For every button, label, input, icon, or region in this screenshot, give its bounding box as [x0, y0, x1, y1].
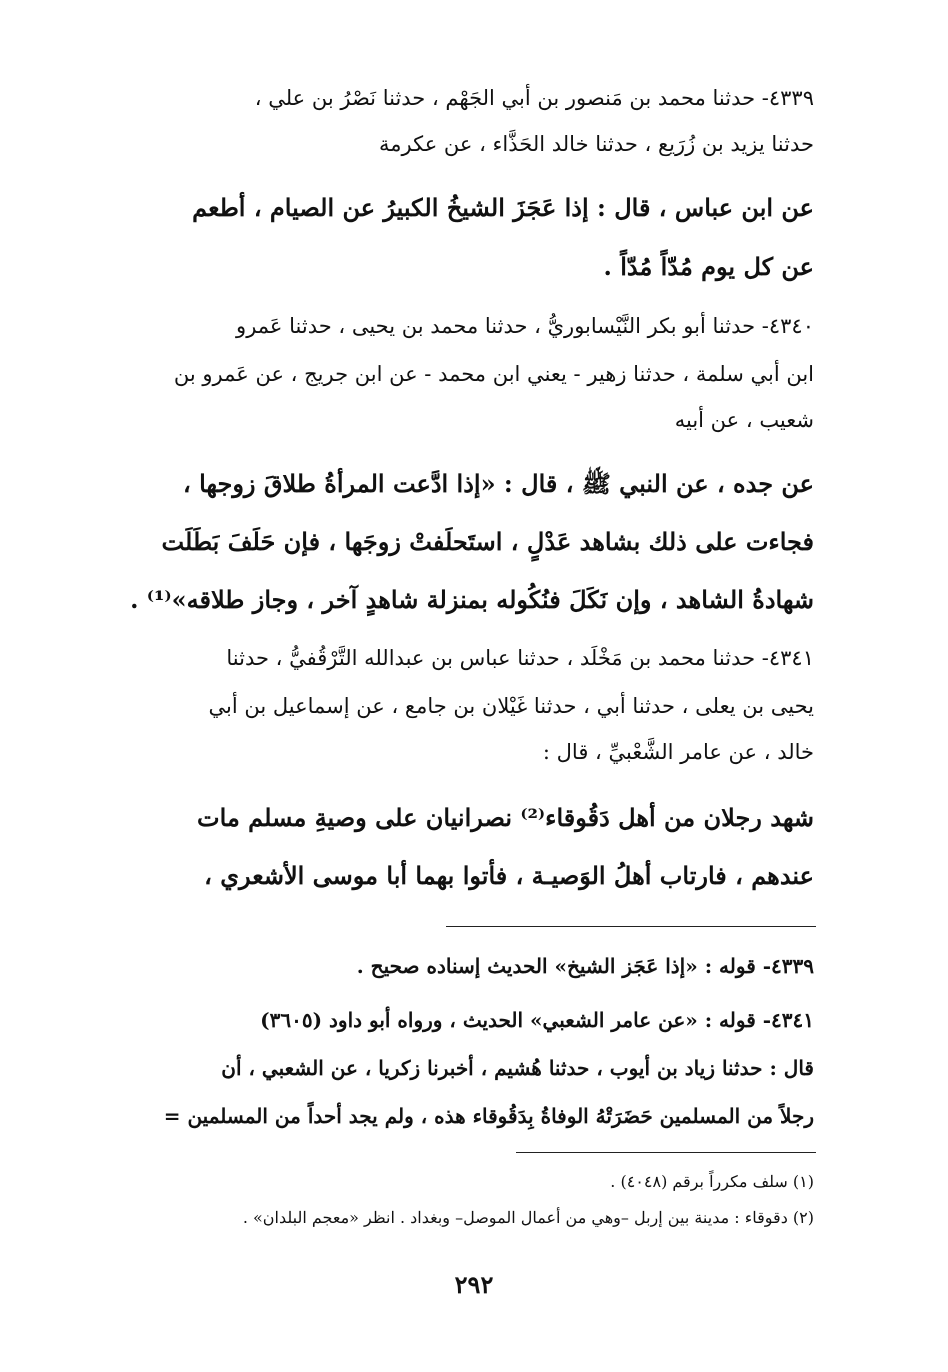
- note-4341-line-1: ٤٣٤١- قوله : «عن عامر الشعبي» الحديث ، ورواه أبو داود (٣٦٠٥): [260, 1008, 814, 1032]
- hadith-4340-chain-line-3: شعيب ، عن أبيه: [674, 408, 814, 432]
- note-4339: ٤٣٣٩- قوله : «إذا عَجَز الشيخ» الحديث إسناده صحيح .: [356, 954, 814, 978]
- hadith-4341-text-line-2: عندهم ، فارتاب أهلُ الوَصيـة ، فأتوا بهما أبا موسى الأشعري ،: [204, 861, 814, 890]
- hadith-4340-text-line-3: شهادةُ الشاهد ، وإن نَكَلَ فنُكُوله بمنزلة شاهدٍ آخر ، وجاز طلاقه»⁽¹⁾ .: [130, 585, 814, 614]
- footnote-1: (١) سلف مكرراً برقم (٤٠٤٨) .: [610, 1172, 814, 1191]
- hadith-4339-text-line-1: عن ابن عباس ، قال : إذا عَجَزَ الشيخُ الكبيرُ عن الصيام ، أطعم: [192, 193, 814, 222]
- hadith-4340-chain-line-1: ٤٣٤٠- حدثنا أبو بكر النَّيْسابوريُّ ، حدثنا محمد بن يحيى ، حدثنا عَمرو: [236, 314, 814, 338]
- hadith-4340-text-line-2: فجاءت على ذلك بشاهد عَدْلٍ ، استَحلَفتْ زوجَها ، فإن حَلَفَ بَطَلَت: [161, 527, 814, 556]
- note-4341-line-2: قال : حدثنا زياد بن أيوب ، حدثنا هُشيم ، أخبرنا زكريا ، عن الشعبي ، أن: [221, 1056, 814, 1080]
- hadith-4341-chain-line-1: ٤٣٤١- حدثنا محمد بن مَخْلَد ، حدثنا عباس بن عبدالله التَّرْقُفيُّ ، حدثنا: [226, 646, 814, 670]
- hadith-4340-text-line-1: عن جده ، عن النبي ﷺ ، قال : «إذا ادَّعت المرأةُ طلاقَ زوجها ،: [183, 469, 814, 498]
- footnotes-separator: [516, 1152, 816, 1153]
- hadith-4339-chain-line-1: ٤٣٣٩- حدثنا محمد بن مَنصور بن أبي الجَهْم ، حدثنا نَصْرُ بن علي ،: [254, 86, 814, 110]
- hadith-4341-text-line-1: شهد رجلان من أهل دَقُوقاء⁽²⁾ نصرانيان على وصيةِ مسلم مات: [197, 803, 814, 832]
- hadith-4339-text-line-2: عن كل يوم مُدّاً مُدّاً .: [603, 252, 814, 281]
- notes-separator: [446, 926, 816, 927]
- footnote-2: (٢) دقوقاء : مدينة بين إربل –وهي من أعمال الموصل– وبغداد . انظر «معجم البلدان» .: [242, 1208, 814, 1227]
- hadith-4341-chain-line-2: يحيى بن يعلى ، حدثنا أبي ، حدثنا غَيْلان بن جامع ، عن إسماعيل بن أبي: [208, 694, 814, 718]
- page-number: ٢٩٢: [454, 1270, 494, 1299]
- note-4341-line-3: رجلاً من المسلمين حَضَرَتْهُ الوفاةُ بِدَقُوقاء هذه ، ولم يجد أحداً من المسلمين =: [163, 1104, 814, 1128]
- hadith-4340-chain-line-2: ابن أبي سلمة ، حدثنا زهير - يعني ابن محمد - عن ابن جريج ، عن عَمرو بن: [173, 362, 814, 386]
- hadith-4339-chain-line-2: حدثنا يزيد بن زُرَيع ، حدثنا خالد الحَذَّاء ، عن عكرمة: [379, 132, 814, 156]
- hadith-4341-chain-line-3: خالد ، عن عامر الشَّعْبيِّ ، قال :: [542, 740, 814, 764]
